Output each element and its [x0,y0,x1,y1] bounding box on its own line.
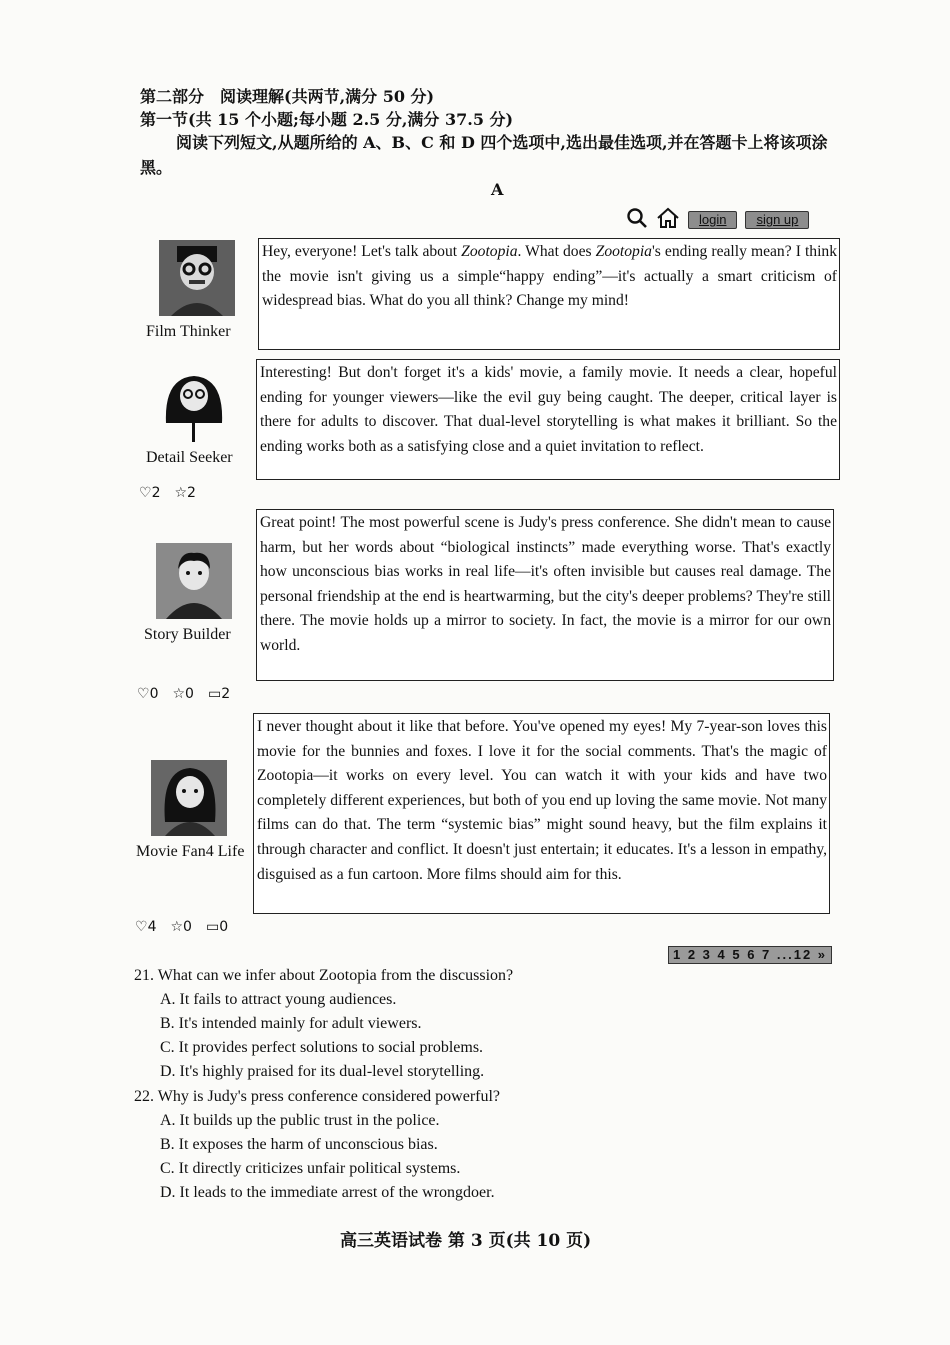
star-icon: ☆ [174,485,188,501]
signup-button[interactable]: sign up [745,211,809,229]
post-movie-fan4-life [253,713,830,914]
page-footer: 高三英语试卷 第 3 页(共 10 页) [340,1231,592,1251]
like-count: 4 [147,919,157,935]
post-stats-movie-fan4-life [135,919,228,935]
star-button[interactable] [174,485,195,501]
question-21 [134,964,513,1084]
search-icon[interactable] [626,207,648,233]
avatar-detail-seeker [156,368,232,444]
post-film-thinker [258,238,840,350]
section-title: 第一节(共 15 个小题;每小题 2.5 分,满分 37.5 分) [140,110,514,129]
username-movie-fan4-life[interactable]: Movie Fan4 Life [136,843,245,860]
part-title: 第二部分 阅读理解(共两节,满分 50 分) [140,87,435,106]
like-count: 2 [151,485,161,501]
post-text: I never thought about it like that before. You've opened my eyes! My 7-year-son loves this movie for the bunnies and foxes. I love it for the social comments. That's the magic of Zootopia—it works on every level. You can watch it with your kids and have two completely different experiences, but both of you end up loving the same movie. Not many films can do that. The term “systemic bias” might sound heavy, but the film explains it through character and conflict. It doesn't just entertain; it educates. It's a lesson in empathy, disguised as a fun cartoon. More films should aim for this. [257,718,827,883]
question-stem: 22. Why is Judy's press conference considered powerful? [134,1088,501,1105]
like-button[interactable] [135,919,156,935]
option-c: C. It provides perfect solutions to social problems. [160,1039,484,1056]
star-button[interactable] [170,919,191,935]
pagination[interactable]: 1 2 3 4 5 6 7 ...12 » [668,946,832,964]
passage-letter: A [491,180,504,199]
post-text: Interesting! But don't forget it's a kids' movie, a family movie. It needs a clear, hopeful ending for younger viewers—like the evil guy being caught. The deeper, critical layer is there for adults to discover. That dual-level storytelling is what makes it brilliant. So the ending works both as a satisfying close and a quiet invitation to reflect. [260,364,837,455]
star-count: 0 [183,919,192,935]
post-stats-story-builder [137,686,230,702]
heart-icon: ♡ [135,919,148,935]
option-c: C. It directly criticizes unfair political systems. [160,1160,461,1177]
star-count: 2 [187,485,196,501]
option-b: B. It exposes the harm of unconscious bias. [160,1136,438,1153]
username-story-builder[interactable]: Story Builder [144,626,231,643]
heart-icon: ♡ [139,485,152,501]
star-icon: ☆ [172,686,186,702]
username-film-thinker[interactable]: Film Thinker [146,323,231,340]
login-button[interactable]: login [688,211,737,229]
like-button[interactable] [139,485,160,501]
option-a: A. It builds up the public trust in the police. [160,1112,440,1129]
post-story-builder [256,509,834,681]
star-button[interactable] [172,686,193,702]
comment-icon: ▭ [207,686,222,702]
avatar-story-builder [156,543,232,619]
heart-icon: ♡ [137,686,150,702]
question-22 [134,1085,500,1205]
comment-count: 2 [221,686,231,702]
comment-button[interactable] [206,919,228,935]
like-button[interactable] [137,686,158,702]
username-detail-seeker[interactable]: Detail Seeker [146,449,233,466]
star-icon: ☆ [170,919,184,935]
option-d: D. It leads to the immediate arrest of the wrongdoer. [160,1184,495,1201]
avatar-movie-fan4-life [151,760,227,836]
option-d: D. It's highly praised for its dual-level storytelling. [160,1063,485,1080]
instruction: 阅读下列短文,从题所给的 A、B、C 和 D 四个选项中,选出最佳选项,并在答题卡上将该项涂黑。 [140,133,828,177]
option-b: B. It's intended mainly for adult viewers. [160,1015,422,1032]
question-stem: 21. What can we infer about Zootopia from the discussion? [134,967,514,984]
like-count: 0 [149,686,159,702]
post-text: Hey, everyone! Let's talk about Zootopia. What does Zootopia's ending really mean? I think the movie isn't giving us a simple“happy ending”—it's actually a smart criticism of widespread bias. What do you all think? Change my mind! [262,243,837,310]
post-text: Great point! The most powerful scene is Judy's press conference. She didn't mean to cause harm, but her words about “biological instincts” made everything worse. That's exactly how unconscious bias works in real life—it's often invisible but causes real damage. The personal friendship at the end is heartwarming, but the city's deeper problems? They're still there. The movie holds up a mirror to society. In fact, the movie is a mirror for our own world. [260,514,831,654]
comment-icon: ▭ [205,919,220,935]
option-a: A. It fails to attract young audiences. [160,991,397,1008]
post-detail-seeker [256,359,840,480]
site-toolbar [626,207,809,233]
comment-count: 0 [219,919,229,935]
avatar-film-thinker [159,240,235,316]
home-icon[interactable] [656,207,680,233]
star-count: 0 [185,686,194,702]
comment-button[interactable] [208,686,230,702]
post-stats-detail-seeker [139,485,196,501]
